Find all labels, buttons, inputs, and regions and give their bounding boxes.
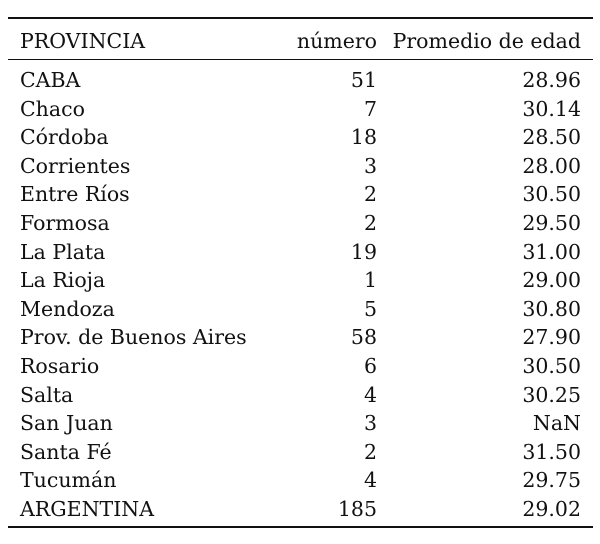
cell-numero: 2	[363, 210, 377, 235]
cell-provincia: Córdoba	[20, 125, 109, 150]
cell-numero: 7	[363, 96, 377, 121]
table-row	[8, 409, 593, 438]
cell-promedio: 28.50	[522, 125, 581, 150]
cell-promedio: 30.50	[522, 353, 581, 378]
cell-numero: 3	[363, 411, 377, 436]
cell-promedio: 29.75	[522, 468, 581, 493]
table-row	[8, 495, 593, 526]
table-row	[8, 380, 593, 409]
table-row	[8, 266, 593, 295]
table-row	[8, 437, 593, 466]
cell-promedio: 31.50	[522, 439, 581, 464]
table-row	[8, 466, 593, 495]
cell-promedio: 28.00	[522, 153, 581, 178]
cell-promedio: 29.00	[522, 268, 581, 293]
cell-provincia: La Plata	[20, 239, 106, 264]
cell-promedio: NaN	[532, 411, 581, 436]
cell-provincia: Chaco	[20, 96, 85, 121]
table-row	[8, 123, 593, 152]
cell-promedio: 27.90	[522, 325, 581, 350]
cell-provincia: Entre Ríos	[20, 182, 130, 207]
cell-provincia: La Rioja	[20, 268, 106, 293]
cell-provincia: Rosario	[20, 353, 100, 378]
cell-provincia: Corrientes	[20, 153, 131, 178]
header-row	[8, 19, 593, 59]
header-provincia: PROVINCIA	[20, 28, 146, 53]
cell-promedio: 30.80	[522, 296, 581, 321]
table-bottom-rule	[8, 526, 593, 528]
cell-numero: 58	[350, 325, 377, 350]
cell-numero: 4	[363, 468, 377, 493]
cell-promedio: 30.25	[522, 382, 581, 407]
cell-numero: 6	[363, 353, 377, 378]
cell-promedio: 28.96	[522, 68, 581, 93]
cell-provincia: Prov. de Buenos Aires	[20, 325, 247, 350]
table-row	[8, 180, 593, 209]
cell-provincia: Formosa	[20, 210, 110, 235]
cell-promedio: 31.00	[522, 239, 581, 264]
cell-provincia: San Juan	[20, 411, 113, 436]
table-row	[8, 94, 593, 123]
cell-numero: 19	[350, 239, 377, 264]
cell-numero: 5	[363, 296, 377, 321]
table-row	[8, 151, 593, 180]
table-row	[8, 209, 593, 238]
cell-numero: 51	[350, 68, 377, 93]
cell-provincia: Tucumán	[20, 468, 117, 493]
header-promedio: Promedio de edad	[392, 28, 581, 53]
table-row	[8, 60, 593, 94]
header-numero: número	[296, 28, 377, 53]
table-header	[8, 19, 593, 60]
cell-numero: 18	[350, 125, 377, 150]
data-table	[8, 17, 593, 528]
cell-numero: 4	[363, 382, 377, 407]
cell-provincia: Salta	[20, 382, 74, 407]
cell-provincia: Mendoza	[20, 296, 115, 321]
cell-numero: 1	[363, 268, 377, 293]
table-row	[8, 237, 593, 266]
cell-numero: 2	[363, 182, 377, 207]
cell-provincia: Santa Fé	[20, 439, 112, 464]
table-row	[8, 294, 593, 323]
cell-provincia: CABA	[20, 68, 81, 93]
cell-numero: 3	[363, 153, 377, 178]
table-row	[8, 352, 593, 381]
cell-numero: 185	[337, 496, 377, 521]
table-body	[8, 60, 593, 525]
provinces-table	[8, 19, 593, 526]
cell-promedio: 30.50	[522, 182, 581, 207]
cell-promedio: 29.50	[522, 210, 581, 235]
cell-numero: 2	[363, 439, 377, 464]
cell-promedio: 30.14	[522, 96, 581, 121]
cell-promedio: 29.02	[522, 496, 581, 521]
cell-provincia: ARGENTINA	[20, 496, 155, 521]
table-row	[8, 323, 593, 352]
